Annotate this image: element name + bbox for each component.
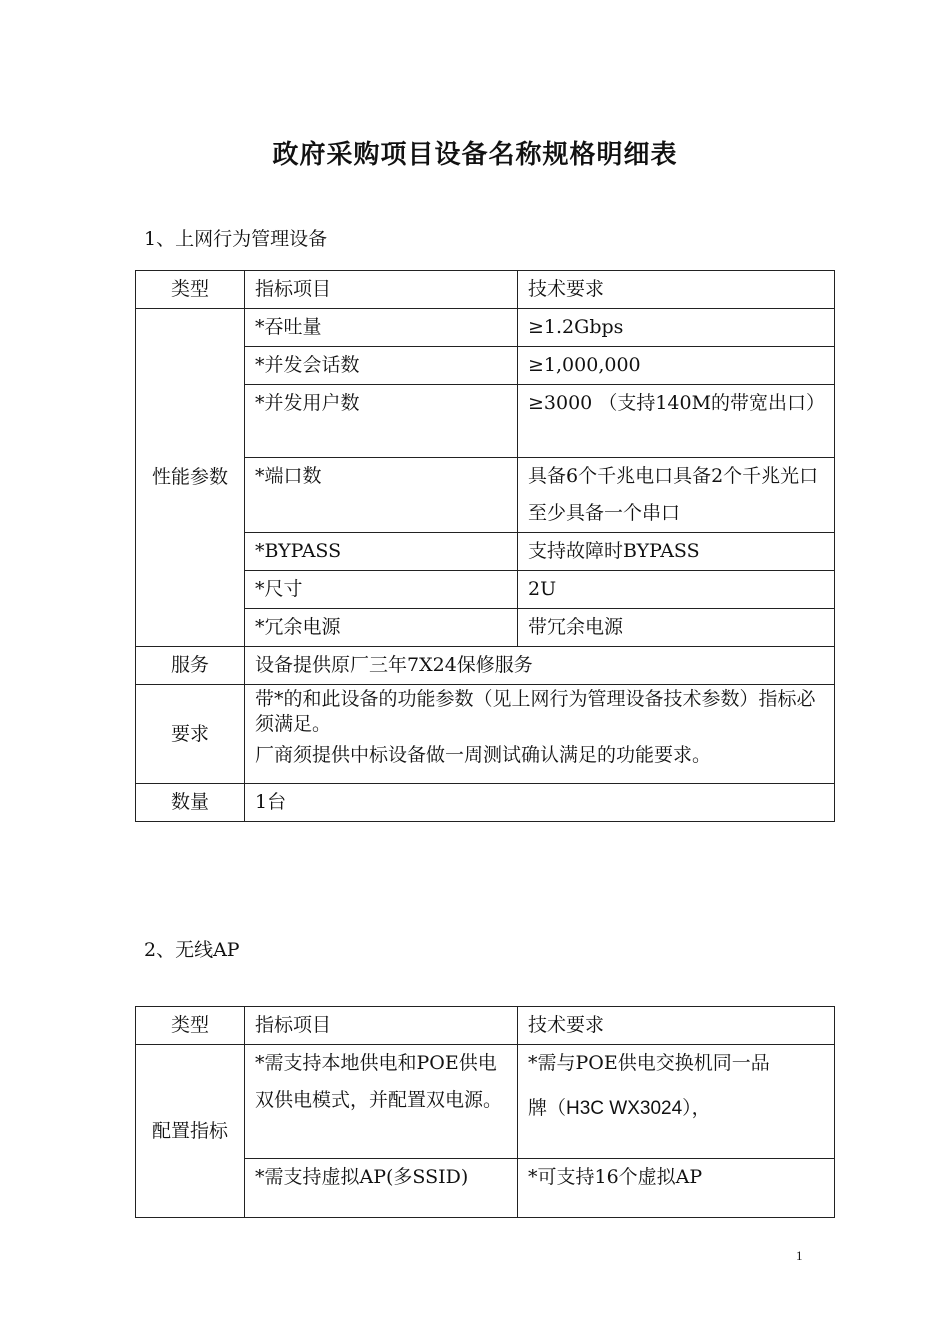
requirements-label: 要求 bbox=[136, 685, 245, 784]
header-type: 类型 bbox=[136, 271, 245, 309]
header-requirement: 技术要求 bbox=[518, 271, 835, 309]
spec-requirement: 具备6个千兆电口具备2个千兆光口至少具备一个串口 bbox=[518, 458, 835, 533]
spec-item: *尺寸 bbox=[245, 571, 518, 609]
spec-item: *需支持虚拟AP(多SSID) bbox=[245, 1159, 518, 1218]
requirements-line-1: 带*的和此设备的功能参数（见上网行为管理设备技术参数）指标必须满足。 bbox=[255, 688, 816, 735]
spec-requirement: *可支持16个虚拟AP bbox=[518, 1159, 835, 1218]
service-label: 服务 bbox=[136, 647, 245, 685]
page-number: 1 bbox=[796, 1248, 803, 1263]
header-requirement: 技术要求 bbox=[518, 1007, 835, 1045]
quantity-label: 数量 bbox=[136, 784, 245, 822]
spec-requirement-line-1: *需与POE供电交换机同一品 bbox=[528, 1052, 770, 1074]
document-title: 政府采购项目设备名称规格明细表 bbox=[272, 140, 678, 170]
spec-requirement: 2U bbox=[518, 571, 835, 609]
config-category: 配置指标 bbox=[136, 1045, 245, 1218]
table-row bbox=[136, 309, 835, 347]
spec-item: *需支持本地供电和POE供电双供电模式，并配置双电源。 bbox=[245, 1045, 518, 1159]
table-header-row bbox=[136, 271, 835, 309]
section2-table bbox=[135, 1006, 835, 1218]
spec-requirement: ≥1,000,000 bbox=[518, 347, 835, 385]
spec-item: *冗余电源 bbox=[245, 609, 518, 647]
service-text: 设备提供原厂三年7X24保修服务 bbox=[245, 647, 835, 685]
spec-requirement-line-2: 牌（H3C WX3024）， bbox=[528, 1098, 711, 1119]
section2-heading: 2、无线AP bbox=[144, 939, 240, 961]
spec-item: *并发用户数 bbox=[245, 385, 518, 458]
spec-item: *BYPASS bbox=[245, 533, 518, 571]
spec-item: *端口数 bbox=[245, 458, 518, 533]
spec-requirement bbox=[518, 1045, 835, 1159]
table-row bbox=[136, 1045, 835, 1159]
section1-table bbox=[135, 270, 835, 822]
spec-requirement: 支持故障时BYPASS bbox=[518, 533, 835, 571]
requirements-line-2: 厂商须提供中标设备做一周测试确认满足的功能要求。 bbox=[255, 744, 712, 766]
spec-item: *吞吐量 bbox=[245, 309, 518, 347]
requirements-text bbox=[245, 685, 835, 784]
performance-category: 性能参数 bbox=[136, 309, 245, 647]
spec-requirement: 带冗余电源 bbox=[518, 609, 835, 647]
header-item: 指标项目 bbox=[245, 1007, 518, 1045]
section1-heading: 1、上网行为管理设备 bbox=[144, 228, 328, 250]
table-header-row bbox=[136, 1007, 835, 1045]
header-item: 指标项目 bbox=[245, 271, 518, 309]
spec-item: *并发会话数 bbox=[245, 347, 518, 385]
quantity-row bbox=[136, 784, 835, 822]
spec-requirement: ≥3000 （支持140M的带宽出口） bbox=[518, 385, 835, 458]
spec-requirement: ≥1.2Gbps bbox=[518, 309, 835, 347]
quantity-text: 1台 bbox=[245, 784, 835, 822]
requirements-row bbox=[136, 685, 835, 784]
header-type: 类型 bbox=[136, 1007, 245, 1045]
service-row bbox=[136, 647, 835, 685]
